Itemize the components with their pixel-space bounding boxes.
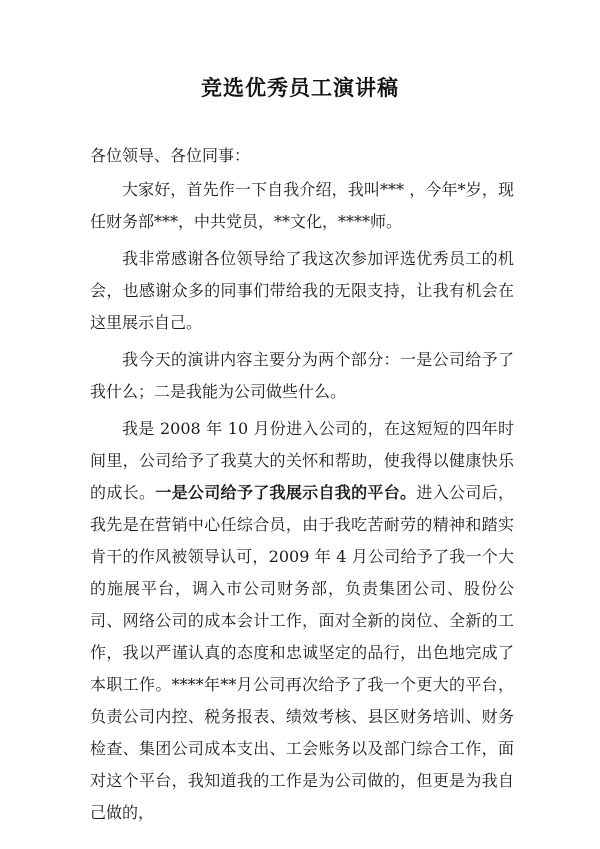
paragraph-history-text-continued: 进入公司后，我先是在营销中心任综合员，由于我吃苦耐劳的精神和踏实肯干的作风被领导认可，2009 年 4 月公司给予了我一个大的施展平台，调入市公司财务部，负责集团公司、股份公司、网络公司的成本会计工作，面对全新的岗位、全新的工作，我以严谨认真的态度和忠诚坚定的品行，出色地完成了本职工作。****年**月公司再次给予了我一个更大的平台，负责公司内控、税务报表、绩效考核、县区财务培训、财务检查、集团公司成本支出、工会账务以及部门综合工作，面对这个平台，我知道我的工作是为公司做的，但更是为我自己做的， (90, 483, 514, 822)
document-title: 竞选优秀员工演讲稿 (201, 75, 399, 100)
paragraph-history-text: 我是 2008 年 10 月份进入公司的，在这短短的四年时间里，公司给予了我莫大的关怀和帮助，使我得以健康快乐的成长。 (90, 419, 514, 502)
paragraph-outline: 我今天的演讲内容主要分为两个部分：一是公司给予了我什么；二是我能为公司做些什么。 (90, 350, 514, 401)
paragraph-thanks: 我非常感谢各位领导给了我这次参加评选优秀员工的机会，也感谢众多的同事们带给我的无限支持，让我有机会在这里展示自己。 (90, 249, 514, 332)
paragraph-history-highlight: 一是公司给予了我展示自我的平台。 (155, 483, 417, 502)
paragraph-history (90, 413, 514, 829)
salutation: 各位领导、各位同事： (90, 146, 251, 165)
paragraph-intro: 大家好，首先作一下自我介绍，我叫*** ，今年*岁，现任财务部***，中共党员，**文化，****师。 (90, 180, 514, 231)
document-body (90, 140, 514, 834)
